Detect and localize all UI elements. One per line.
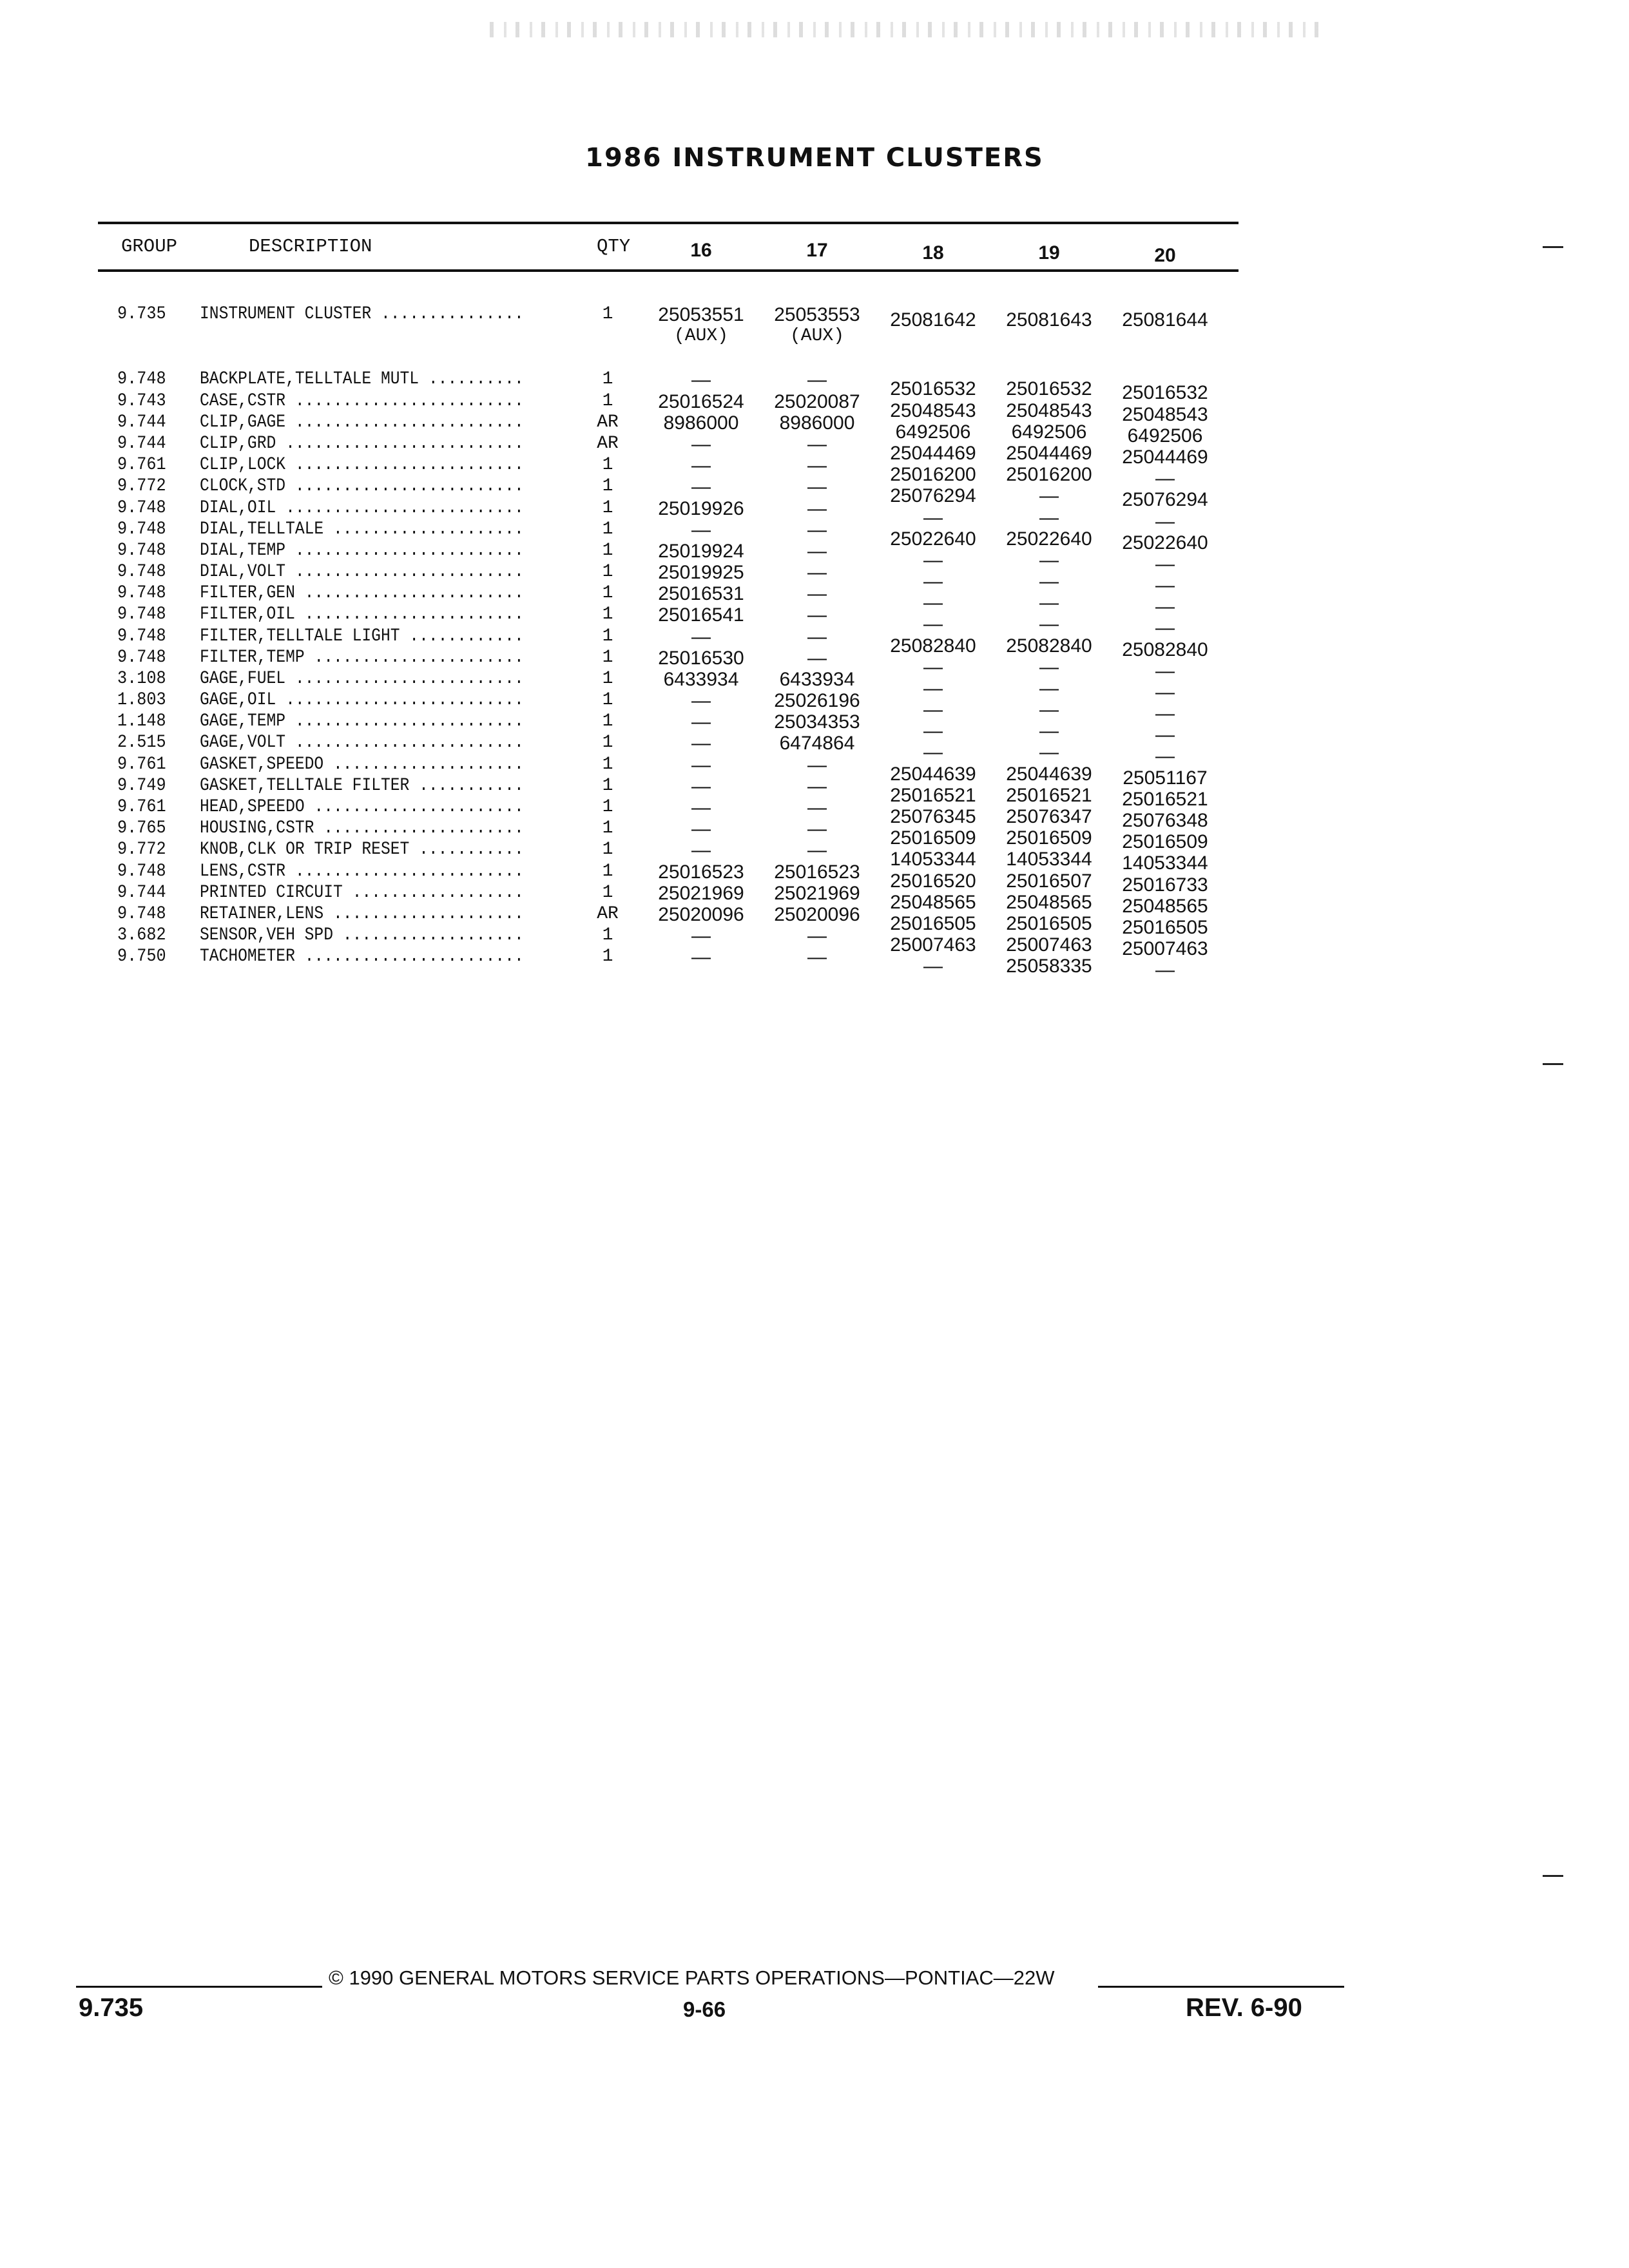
group-code: 9.748 — [117, 541, 166, 561]
part-number-col-16: — — [691, 776, 711, 797]
group-code: 9.748 — [117, 562, 166, 582]
group-code: 2.515 — [117, 733, 166, 753]
part-qty: 1 — [602, 648, 613, 668]
part-number-col-18: 25022640 — [890, 528, 976, 550]
part-qty: 1 — [602, 690, 613, 710]
part-number-col-17: — — [807, 925, 827, 947]
group-code: 9.748 — [117, 604, 166, 624]
part-qty: 1 — [602, 604, 613, 624]
part-qty: 1 — [602, 711, 613, 731]
part-qty: 1 — [602, 541, 613, 561]
part-number-col-16: — — [691, 754, 711, 776]
part-number-col-20: — — [1155, 660, 1175, 682]
part-number-col-16: — — [691, 626, 711, 648]
part-description: GASKET,SPEEDO .................... — [200, 754, 524, 774]
part-number-col-18: 25081642 — [890, 309, 976, 331]
margin-tick — [1543, 1063, 1563, 1065]
part-number-col-19: 25058335 — [1006, 956, 1092, 977]
part-number-col-20: 25022640 — [1122, 532, 1208, 553]
part-number-col-17: 6433934 — [779, 669, 855, 690]
part-number-col-16: — — [691, 947, 711, 968]
part-qty: 1 — [602, 304, 613, 324]
part-number-col-17: 25020087 — [774, 391, 860, 412]
part-qty: 1 — [602, 626, 613, 646]
part-description: DIAL,TEMP ........................ — [200, 541, 524, 561]
part-number-col-16: — — [691, 455, 711, 476]
group-code: 9.748 — [117, 498, 166, 518]
part-number-col-19: — — [1039, 592, 1059, 613]
part-number-col-17: — — [807, 604, 827, 626]
part-number-col-16: — — [691, 733, 711, 754]
part-number-col-18: — — [923, 699, 943, 720]
part-number-col-19: — — [1039, 571, 1059, 592]
part-number-col-18: 25076294 — [890, 485, 976, 506]
part-number-col-18: 25016532 — [890, 378, 976, 399]
part-description: CASE,CSTR ........................ — [200, 391, 524, 411]
part-description: KNOB,CLK OR TRIP RESET ........... — [200, 840, 524, 860]
part-qty: 1 — [602, 455, 613, 475]
group-code: 9.772 — [117, 476, 166, 496]
group-code: 9.772 — [117, 840, 166, 860]
part-number-col-19: — — [1039, 613, 1059, 635]
part-description: GAGE,FUEL ........................ — [200, 669, 524, 689]
part-number-col-17: — — [807, 583, 827, 604]
part-number-col-19: — — [1039, 742, 1059, 763]
part-qty: AR — [597, 434, 619, 454]
part-description: RETAINER,LENS .................... — [200, 904, 524, 924]
part-number-col-19: — — [1039, 485, 1059, 506]
header-col-20: 20 — [1154, 245, 1176, 266]
part-number-col-18: — — [923, 592, 943, 613]
part-number-col-17: — — [807, 754, 827, 776]
group-code: 9.761 — [117, 797, 166, 817]
part-number-col-19: 25076347 — [1006, 806, 1092, 827]
footer-revision: REV. 6-90 — [1186, 1994, 1302, 2022]
group-code: 9.761 — [117, 754, 166, 774]
page-title: 1986 INSTRUMENT CLUSTERS — [585, 143, 1044, 173]
part-number-col-20: 25082840 — [1122, 639, 1208, 660]
part-number-col-16: — — [691, 369, 711, 390]
part-number-col-16: 25019924 — [658, 541, 744, 562]
part-number-col-18: — — [923, 550, 943, 571]
part-qty: AR — [597, 412, 619, 432]
part-number-col-17: 8986000 — [779, 412, 855, 434]
part-number-col-18: 25082840 — [890, 635, 976, 657]
part-number-col-16: 25021969 — [658, 883, 744, 904]
footer-rule-left — [76, 1986, 322, 1988]
part-number-col-17: 6474864 — [779, 733, 855, 754]
part-number-col-18: 25007463 — [890, 934, 976, 956]
part-number-col-20: 25016505 — [1122, 917, 1208, 938]
part-qty: 1 — [602, 369, 613, 389]
part-qty: 1 — [602, 562, 613, 582]
part-number-col-19: 25044639 — [1006, 764, 1092, 785]
part-qty: 1 — [602, 840, 613, 860]
part-number-col-20: — — [1155, 596, 1175, 617]
part-number-col-20: 25016532 — [1122, 382, 1208, 403]
part-number-col-20: — — [1155, 617, 1175, 639]
part-number-col-19: 25016200 — [1006, 464, 1092, 485]
part-number-col-18: 25016200 — [890, 464, 976, 485]
part-number-col-16: — — [691, 434, 711, 455]
part-description: DIAL,TELLTALE .................... — [200, 519, 524, 539]
part-number-col-17: — — [807, 776, 827, 797]
part-number-col-20: 25051167 — [1123, 767, 1208, 789]
group-code: 9.748 — [117, 904, 166, 924]
part-number-col-17: — — [807, 818, 827, 840]
part-number-col-19: 25048543 — [1006, 400, 1092, 421]
part-number-col-19: — — [1039, 550, 1059, 571]
group-code: 9.735 — [117, 304, 166, 324]
part-number-col-19: 25081643 — [1006, 309, 1092, 331]
part-number-col-18: 25016509 — [890, 827, 976, 849]
part-number-col-19: 25016521 — [1006, 785, 1092, 806]
part-number-col-20: 25081644 — [1122, 309, 1208, 331]
part-number-col-16: 25016541 — [658, 604, 744, 626]
part-number-col-17: 25053553 — [774, 304, 860, 325]
part-qty: 1 — [602, 733, 613, 753]
part-qty: 1 — [602, 925, 613, 945]
part-number-col-19: — — [1039, 507, 1059, 528]
part-number-col-18: — — [923, 956, 943, 977]
part-number-col-16: 25016524 — [658, 391, 744, 412]
part-number-col-18: 25044469 — [890, 443, 976, 464]
part-number-col-20: 14053344 — [1122, 852, 1208, 874]
group-code: 3.108 — [117, 669, 166, 689]
group-code: 9.748 — [117, 648, 166, 668]
part-number-col-19: 14053344 — [1006, 849, 1092, 870]
header-col-19: 19 — [1038, 242, 1060, 264]
header-qty: QTY — [597, 236, 631, 257]
header-col-18: 18 — [922, 242, 944, 264]
footer-page-number: 9-66 — [683, 1997, 726, 2021]
part-number-col-17: — — [807, 476, 827, 497]
part-description: HOUSING,CSTR ..................... — [200, 818, 524, 838]
part-description: SENSOR,VEH SPD ................... — [200, 925, 524, 945]
parts-table — [0, 0, 1629, 1031]
part-number-col-19: 6492506 — [1011, 421, 1087, 443]
part-number-col-18: 25044639 — [890, 764, 976, 785]
part-number-col-16: 6433934 — [663, 669, 739, 690]
group-code: 1.148 — [117, 711, 166, 731]
margin-tick — [1543, 1875, 1563, 1877]
part-description: CLIP,GRD ......................... — [200, 434, 524, 454]
part-number-col-19: — — [1039, 678, 1059, 699]
part-number-col-20: 25044469 — [1122, 447, 1208, 468]
part-number-col-17: 25020096 — [774, 904, 860, 925]
part-number-col-16: 25016523 — [658, 861, 744, 883]
part-number-col-20: 25048543 — [1122, 404, 1208, 425]
part-number-col-20: — — [1155, 682, 1175, 703]
part-number-col-17: — — [807, 562, 827, 583]
part-number-col-20: 25007463 — [1122, 938, 1208, 959]
part-number-col-19: — — [1039, 699, 1059, 720]
group-code: 9.744 — [117, 434, 166, 454]
part-number-col-20: — — [1155, 553, 1175, 575]
part-number-col-16: 25019926 — [658, 498, 744, 519]
part-number-col-17: — — [807, 519, 827, 541]
part-number-col-17: — — [807, 797, 827, 818]
part-number-col-20: 25048565 — [1122, 896, 1208, 917]
part-number-col-17: 25026196 — [774, 690, 860, 711]
part-number-col-16: — — [691, 711, 711, 733]
part-number-col-18: — — [923, 507, 943, 528]
part-number-col-16: 25016531 — [658, 583, 744, 604]
part-number-col-18: 25016505 — [890, 913, 976, 934]
part-number-col-20: — — [1155, 724, 1175, 745]
header-col-16: 16 — [690, 240, 712, 261]
footer-copyright: © 1990 GENERAL MOTORS SERVICE PARTS OPERATIONS—PONTIAC—22W — [329, 1966, 1055, 1989]
part-number-col-16: 25016530 — [658, 648, 744, 669]
part-qty: 1 — [602, 947, 613, 966]
aux-note-16: (AUX) — [673, 326, 728, 346]
part-number-col-20: 25016733 — [1122, 874, 1208, 896]
part-number-col-20: — — [1155, 511, 1175, 532]
header-group: GROUP — [121, 236, 178, 257]
group-code: 9.748 — [117, 519, 166, 539]
part-number-col-17: — — [807, 626, 827, 648]
part-description: DIAL,VOLT ........................ — [200, 562, 524, 582]
part-number-col-16: 25053551 — [658, 304, 744, 325]
part-description: HEAD,SPEEDO ...................... — [200, 797, 524, 817]
part-number-col-16: — — [691, 840, 711, 861]
part-number-col-19: 25016505 — [1006, 913, 1092, 934]
part-number-col-17: — — [807, 498, 827, 519]
part-number-col-17: — — [807, 947, 827, 968]
part-qty: 1 — [602, 776, 613, 796]
group-code: 9.744 — [117, 883, 166, 903]
part-number-col-17: 25016523 — [774, 861, 860, 883]
part-number-col-19: 25082840 — [1006, 635, 1092, 657]
part-qty: 1 — [602, 797, 613, 817]
part-qty: 1 — [602, 669, 613, 689]
part-qty: 1 — [602, 498, 613, 518]
header-description: DESCRIPTION — [249, 236, 372, 257]
group-code: 9.765 — [117, 818, 166, 838]
part-number-col-19: 25016509 — [1006, 827, 1092, 849]
part-number-col-19: 25044469 — [1006, 443, 1092, 464]
group-code: 9.749 — [117, 776, 166, 796]
part-number-col-18: 25016521 — [890, 785, 976, 806]
part-number-col-19: — — [1039, 720, 1059, 742]
group-code: 1.803 — [117, 690, 166, 710]
part-number-col-16: — — [691, 818, 711, 840]
part-description: GASKET,TELLTALE FILTER ........... — [200, 776, 524, 796]
part-number-col-17: 25034353 — [774, 711, 860, 733]
part-number-col-16: — — [691, 519, 711, 541]
group-code: 9.748 — [117, 626, 166, 646]
part-number-col-20: 25016521 — [1122, 789, 1208, 810]
part-qty: 1 — [602, 583, 613, 603]
part-number-col-16: — — [691, 476, 711, 497]
part-qty: 1 — [602, 754, 613, 774]
part-number-col-18: — — [923, 742, 943, 763]
group-code: 9.748 — [117, 369, 166, 389]
group-code: 3.682 — [117, 925, 166, 945]
part-number-col-19: 25007463 — [1006, 934, 1092, 956]
part-number-col-17: — — [807, 840, 827, 861]
part-description: CLOCK,STD ........................ — [200, 476, 524, 496]
part-qty: 1 — [602, 391, 613, 411]
part-description: CLIP,LOCK ........................ — [200, 455, 524, 475]
part-number-col-20: — — [1155, 575, 1175, 596]
part-number-col-16: 25019925 — [658, 562, 744, 583]
part-description: INSTRUMENT CLUSTER ............... — [200, 304, 524, 324]
part-description: GAGE,VOLT ........................ — [200, 733, 524, 753]
part-number-col-20: 25076294 — [1122, 489, 1208, 510]
part-number-col-18: — — [923, 720, 943, 742]
part-number-col-20: 25016509 — [1122, 831, 1208, 852]
table-row — [0, 304, 1629, 331]
group-code: 9.761 — [117, 455, 166, 475]
part-description: DIAL,OIL ......................... — [200, 498, 524, 518]
part-number-col-17: 25021969 — [774, 883, 860, 904]
part-number-col-16: 8986000 — [663, 412, 739, 434]
part-description: TACHOMETER ....................... — [200, 947, 524, 966]
part-number-col-20: — — [1155, 468, 1175, 489]
part-number-col-19: — — [1039, 657, 1059, 678]
part-number-col-18: — — [923, 571, 943, 592]
part-number-col-20: — — [1155, 745, 1175, 767]
part-number-col-18: 14053344 — [890, 849, 976, 870]
part-number-col-18: — — [923, 613, 943, 635]
part-number-col-16: — — [691, 797, 711, 818]
part-number-col-19: 25048565 — [1006, 892, 1092, 913]
part-qty: 1 — [602, 818, 613, 838]
part-number-col-18: — — [923, 678, 943, 699]
part-number-col-16: — — [691, 690, 711, 711]
part-number-col-19: 25016532 — [1006, 378, 1092, 399]
part-number-col-20: 6492506 — [1127, 425, 1203, 447]
part-number-col-20: — — [1155, 959, 1175, 981]
footer-rule-right — [1098, 1986, 1344, 1988]
margin-tick — [1543, 246, 1563, 248]
part-description: FILTER,TELLTALE LIGHT ............ — [200, 626, 524, 646]
part-number-col-19: 25022640 — [1006, 528, 1092, 550]
part-number-col-18: 25048565 — [890, 892, 976, 913]
part-number-col-17: — — [807, 434, 827, 455]
part-description: GAGE,TEMP ........................ — [200, 711, 524, 731]
part-number-col-18: 25048543 — [890, 400, 976, 421]
part-description: LENS,CSTR ........................ — [200, 861, 524, 881]
group-code: 9.744 — [117, 412, 166, 432]
part-number-col-18: 6492506 — [895, 421, 971, 443]
part-description: BACKPLATE,TELLTALE MUTL .......... — [200, 369, 524, 389]
part-number-col-20: 25076348 — [1122, 810, 1208, 831]
part-qty: 1 — [602, 519, 613, 539]
part-number-col-17: — — [807, 455, 827, 476]
table-row — [0, 947, 1629, 981]
part-description: FILTER,OIL ....................... — [200, 604, 524, 624]
part-description: FILTER,GEN ....................... — [200, 583, 524, 603]
part-description: FILTER,TEMP ...................... — [200, 648, 524, 668]
header-col-17: 17 — [806, 240, 828, 261]
group-code: 9.743 — [117, 391, 166, 411]
part-number-col-19: 25016507 — [1006, 870, 1092, 892]
part-number-col-18: — — [923, 657, 943, 678]
part-number-col-17: — — [807, 369, 827, 390]
part-number-col-17: — — [807, 541, 827, 562]
footer-section-number: 9.735 — [79, 1994, 144, 2022]
aux-note-17: (AUX) — [789, 326, 844, 346]
part-description: CLIP,GAGE ........................ — [200, 412, 524, 432]
part-number-col-18: 25016520 — [890, 870, 976, 892]
part-description: GAGE,OIL ......................... — [200, 690, 524, 710]
part-number-col-20: — — [1155, 703, 1175, 724]
part-qty: AR — [597, 904, 619, 924]
group-code: 9.750 — [117, 947, 166, 966]
part-qty: 1 — [602, 883, 613, 903]
part-description: PRINTED CIRCUIT .................. — [200, 883, 524, 903]
part-qty: 1 — [602, 861, 613, 881]
part-number-col-16: — — [691, 925, 711, 947]
group-code: 9.748 — [117, 583, 166, 603]
part-number-col-18: 25076345 — [890, 806, 976, 827]
part-number-col-16: 25020096 — [658, 904, 744, 925]
part-qty: 1 — [602, 476, 613, 496]
group-code: 9.748 — [117, 861, 166, 881]
part-number-col-17: — — [807, 648, 827, 669]
